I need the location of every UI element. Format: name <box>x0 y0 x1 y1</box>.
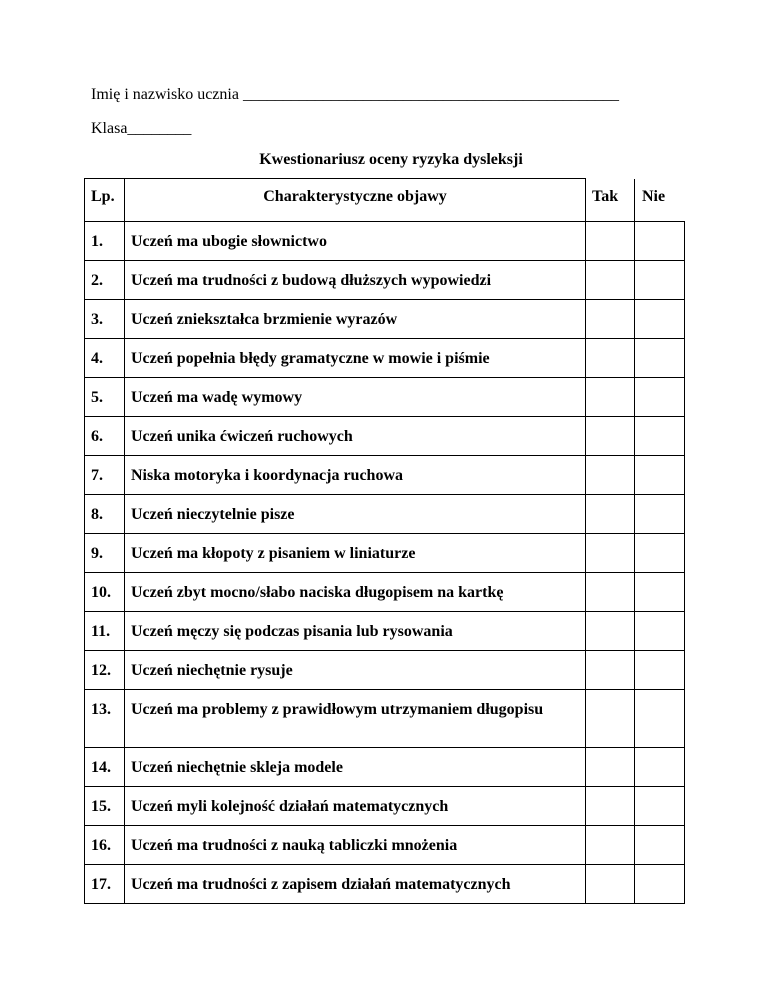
header-no: Nie <box>635 179 685 222</box>
row-number: 1. <box>85 222 125 261</box>
row-number: 13. <box>85 690 125 748</box>
yes-cell[interactable] <box>586 748 635 787</box>
row-symptom: Uczeń unika ćwiczeń ruchowych <box>125 417 586 456</box>
yes-cell[interactable] <box>586 534 635 573</box>
header-symptoms: Charakterystyczne objawy <box>125 179 586 222</box>
yes-cell[interactable] <box>586 261 635 300</box>
no-cell[interactable] <box>635 573 685 612</box>
yes-cell[interactable] <box>586 787 635 826</box>
row-number: 3. <box>85 300 125 339</box>
row-symptom: Uczeń nieczytelnie pisze <box>125 495 586 534</box>
row-number: 9. <box>85 534 125 573</box>
header-lp: Lp. <box>85 179 125 222</box>
student-name-field[interactable]: Imię i nazwisko ucznia _______________________________________________ <box>91 86 619 103</box>
table-row <box>85 690 685 748</box>
row-number: 14. <box>85 748 125 787</box>
row-number: 17. <box>85 865 125 904</box>
table-header-row <box>85 179 685 222</box>
row-symptom: Uczeń męczy się podczas pisania lub rysowania <box>125 612 586 651</box>
yes-cell[interactable] <box>586 417 635 456</box>
table-row <box>85 573 685 612</box>
yes-cell[interactable] <box>586 651 635 690</box>
yes-cell[interactable] <box>586 826 635 865</box>
row-number: 5. <box>85 378 125 417</box>
yes-cell[interactable] <box>586 495 635 534</box>
yes-cell[interactable] <box>586 456 635 495</box>
row-symptom: Uczeń zbyt mocno/słabo naciska długopisem na kartkę <box>125 573 586 612</box>
row-number: 16. <box>85 826 125 865</box>
table-row <box>85 417 685 456</box>
no-cell[interactable] <box>635 748 685 787</box>
table-row <box>85 534 685 573</box>
yes-cell[interactable] <box>586 339 635 378</box>
no-cell[interactable] <box>635 222 685 261</box>
class-field[interactable]: Klasa________ <box>91 120 192 137</box>
table-row <box>85 495 685 534</box>
page-title: Kwestionariusz oceny ryzyka dysleksji <box>259 151 523 168</box>
table-row <box>85 456 685 495</box>
row-symptom: Uczeń zniekształca brzmienie wyrazów <box>125 300 586 339</box>
no-cell[interactable] <box>635 495 685 534</box>
row-number: 10. <box>85 573 125 612</box>
no-cell[interactable] <box>635 300 685 339</box>
table-row <box>85 612 685 651</box>
questionnaire-table <box>84 178 685 904</box>
header-yes: Tak <box>586 179 635 222</box>
no-cell[interactable] <box>635 787 685 826</box>
table-row <box>85 826 685 865</box>
row-symptom: Uczeń ma trudności z nauką tabliczki mnożenia <box>125 826 586 865</box>
table-row <box>85 378 685 417</box>
yes-cell[interactable] <box>586 865 635 904</box>
no-cell[interactable] <box>635 690 685 748</box>
row-number: 12. <box>85 651 125 690</box>
table-row <box>85 339 685 378</box>
row-number: 6. <box>85 417 125 456</box>
table-row <box>85 651 685 690</box>
table-row <box>85 222 685 261</box>
row-number: 2. <box>85 261 125 300</box>
yes-cell[interactable] <box>586 690 635 748</box>
row-symptom: Uczeń ma wadę wymowy <box>125 378 586 417</box>
no-cell[interactable] <box>635 339 685 378</box>
row-symptom: Uczeń niechętnie rysuje <box>125 651 586 690</box>
table-row <box>85 865 685 904</box>
table-row <box>85 261 685 300</box>
row-symptom: Uczeń ma trudności z budową dłuższych wypowiedzi <box>125 261 586 300</box>
no-cell[interactable] <box>635 826 685 865</box>
yes-cell[interactable] <box>586 612 635 651</box>
no-cell[interactable] <box>635 417 685 456</box>
no-cell[interactable] <box>635 651 685 690</box>
row-symptom: Niska motoryka i koordynacja ruchowa <box>125 456 586 495</box>
no-cell[interactable] <box>635 534 685 573</box>
no-cell[interactable] <box>635 261 685 300</box>
row-symptom: Uczeń niechętnie skleja modele <box>125 748 586 787</box>
no-cell[interactable] <box>635 456 685 495</box>
row-symptom: Uczeń ma problemy z prawidłowym utrzymaniem długopisu <box>125 690 586 748</box>
table-row <box>85 300 685 339</box>
table-row <box>85 787 685 826</box>
yes-cell[interactable] <box>586 300 635 339</box>
row-number: 4. <box>85 339 125 378</box>
no-cell[interactable] <box>635 378 685 417</box>
row-symptom: Uczeń myli kolejność działań matematycznych <box>125 787 586 826</box>
yes-cell[interactable] <box>586 222 635 261</box>
no-cell[interactable] <box>635 612 685 651</box>
row-number: 7. <box>85 456 125 495</box>
yes-cell[interactable] <box>586 573 635 612</box>
yes-cell[interactable] <box>586 378 635 417</box>
row-symptom: Uczeń ma ubogie słownictwo <box>125 222 586 261</box>
no-cell[interactable] <box>635 865 685 904</box>
table-row <box>85 748 685 787</box>
row-symptom: Uczeń ma trudności z zapisem działań matematycznych <box>125 865 586 904</box>
row-symptom: Uczeń popełnia błędy gramatyczne w mowie i piśmie <box>125 339 586 378</box>
row-number: 8. <box>85 495 125 534</box>
row-number: 11. <box>85 612 125 651</box>
row-symptom: Uczeń ma kłopoty z pisaniem w liniaturze <box>125 534 586 573</box>
row-number: 15. <box>85 787 125 826</box>
